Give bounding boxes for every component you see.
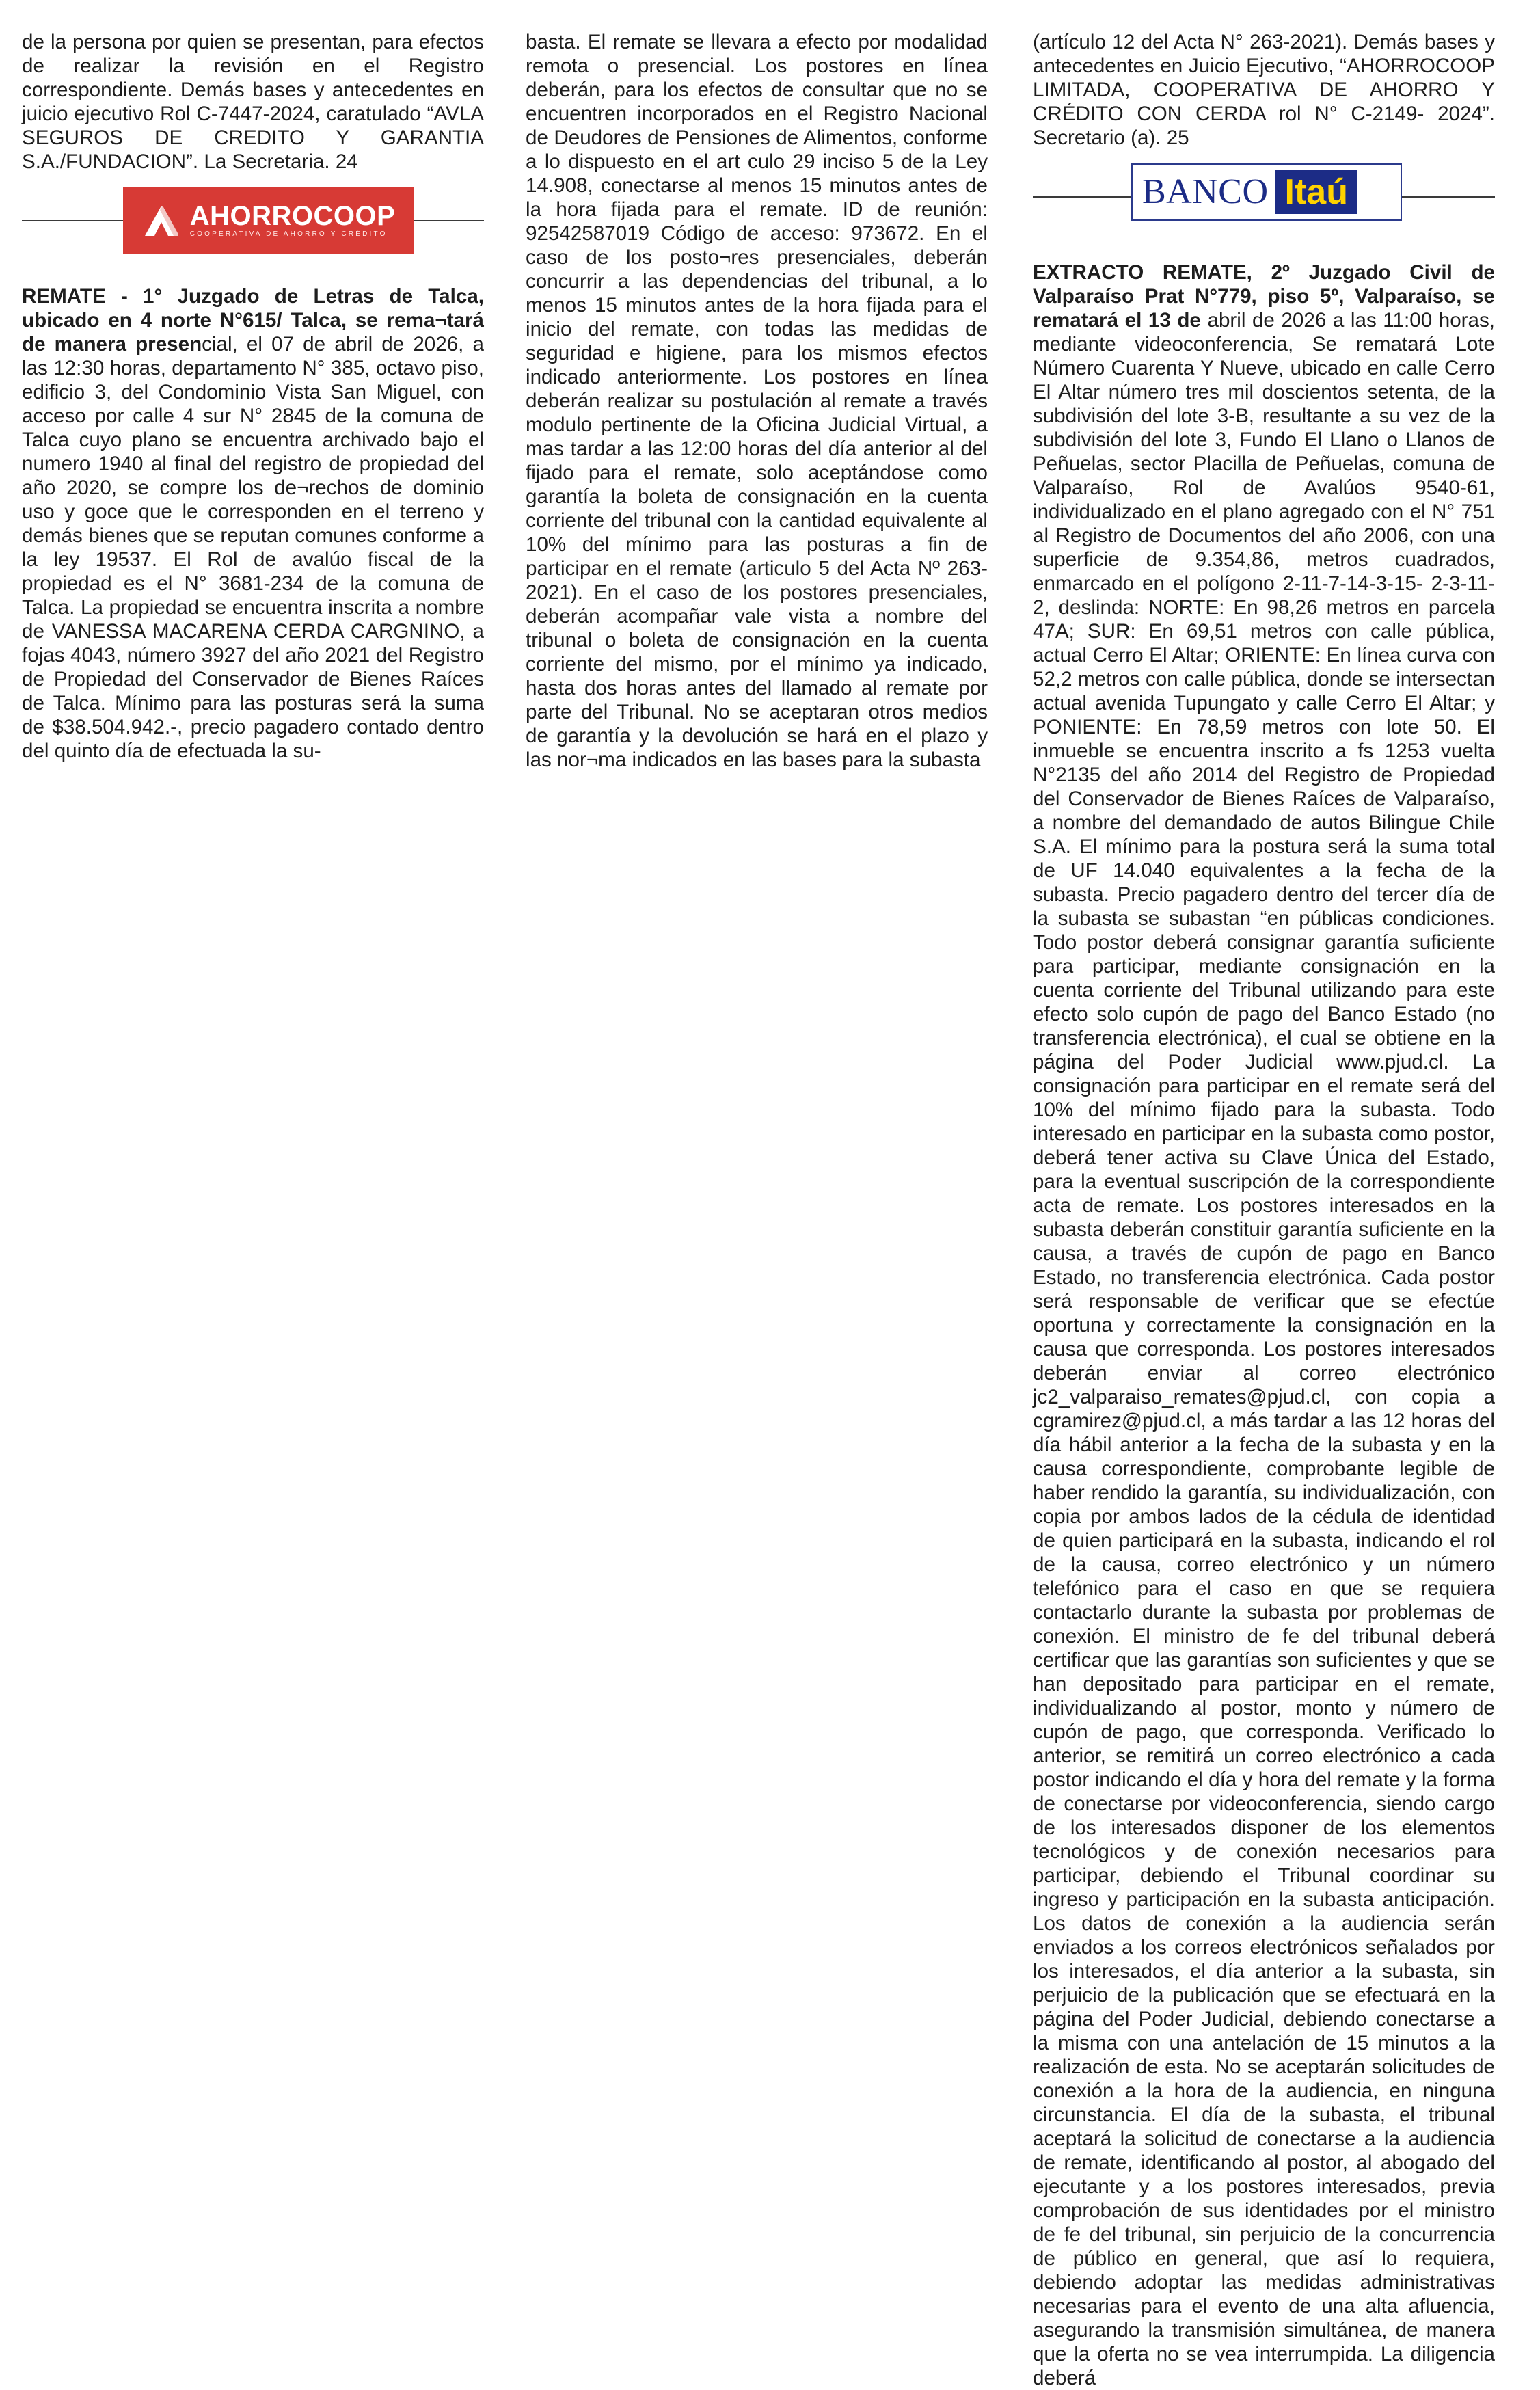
remate-talca-notice <box>22 284 484 763</box>
itau-logo-divider <box>1033 154 1495 236</box>
extracto-remate-notice <box>1033 260 1495 2390</box>
column-1 <box>22 30 484 763</box>
itau-brand-label: Itaú <box>1284 172 1348 212</box>
ahorrocoop-name: AHORROCOOP <box>189 201 396 231</box>
ahorrocoop-tagline: COOPERATIVA DE AHORRO Y CRÉDITO <box>189 230 388 238</box>
itau-banco-label: BANCO <box>1142 172 1269 211</box>
ahorrocoop-mark-icon <box>142 202 180 240</box>
remate-talca-heading: REMATE - 1° Juzgado de Letras de Talca, ubicado en 4 norte N°615/ Talca, se rema¬tará de manera presen <box>22 285 484 355</box>
column-3 <box>1033 30 1495 2390</box>
col3-intro-text: (artículo 12 del Acta N° 263-2021). Demás bases y antecedentes en Juicio Ejecutivo, “AHORROCOOP LIMITADA, COOPERATIVA DE AHORRO Y CRÉDITO CON CERDA rol N° C-2149- 2024”. Secretario (a). 25 <box>1033 31 1495 149</box>
col1-intro-text: de la persona por quien se presentan, para efectos de realizar la revisión en el Registro correspondiente. Demás bases y antecedentes en juicio ejecutivo Rol C-7447-2024, caratulado “AVLA SEGUROS DE CREDITO Y GARANTIA S.A./FUNDACION”. La Secretaria. 24 <box>22 31 484 173</box>
ahorrocoop-logo <box>123 187 414 254</box>
column-2 <box>526 30 988 772</box>
itau-brand-box <box>1275 170 1357 214</box>
col2-body-text: basta. El remate se llevara a efecto por modalidad remota o presencial. Los postores en línea deberán, para los efectos de consultar que no se encuentren incorporados en el Registro Nacional de Deudores de Pensiones de Alimentos, conforme a lo dispuesto en el art culo 29 inciso 5 de la Ley 14.908, conectarse al menos 15 minutos antes de la hora fijada para el remate. ID de reunión: 92542587019 Código de acceso: 973672. En el caso de los posto¬res presenciales, deberán concurrir a las dependencias del tribunal, a lo menos 15 minutos antes de la hora fijada para el inicio del remate, con todas las medidas de seguridad e higiene, para los mismos efectos indicado anteriormente. Los postores en línea deberán realizar su postulación al remate a través modulo pertinente de la Oficina Judicial Virtual, a mas tardar a las 12:00 horas del día anterior al del fijado para el remate, solo aceptándose como garantía la boleta de consignación en la cuenta corriente del tribunal con la cantidad equivalente al 10% del mínimo para las posturas a fin de participar en el remate (articulo 5 del Acta Nº 263- 2021). En el caso de los postores presenciales, deberán acompañar vale vista a nombre del tribunal o boleta de consignación en la cuenta corriente del mismo, por el mínimo ya indicado, hasta dos horas antes del llamado al remate por parte del Tribunal. No se aceptaran otros medios de garantía y la devolución se hará en el plazo y las nor¬ma indicados en las bases para la subasta <box>526 31 988 771</box>
banco-itau-logo <box>1131 163 1402 221</box>
extracto-remate-body: abril de 2026 a las 11:00 horas, mediante videoconferencia, Se rematará Lote Número Cuarenta Y Nueve, ubicado en calle Cerro El Altar número tres mil doscientos setenta, de la subdivisión del lote 3-B, resultante a su vez de la subdivisión del lote 3, Fundo El Llano o Llanos de Peñuelas, sector Placilla de Peñuelas, comuna de Valparaíso, Rol de Avalúos 9540-61, individualizado en el plano agregado con el N° 751 al Registro de Documentos del año 2006, con una superficie de 9.354,86, metros cuadrados, enmarcado en el polígono 2-11-7-14-3-15- 2-3-11-2, deslinda: NORTE: En 98,26 metros en parcela 47A; SUR: En 69,51 metros con calle pública, actual Cerro El Altar; ORIENTE: En línea curva con 52,2 metros con calle pública, donde se intersectan actual avenida Tupungato y calle Cerro El Altar; y PONIENTE: En 78,59 metros con lote 50. El inmueble se encuentra inscrito a fs 1253 vuelta N°2135 del año 2014 del Registro de Propiedad del Conservador de Bienes Raíces de Valparaíso, a nombre del demandado de autos Bilingue Chile S.A. El mínimo para la postura será la suma total de UF 14.040 equivalentes a la fecha de la subasta. Precio pagadero dentro del tercer día de la subasta se subastan “en públicas condiciones. Todo postor deberá consignar garantía suficiente para participar, mediante consignación en la cuenta corriente del Tribunal utilizando para este efecto solo cupón de pago del Banco Estado (no transferencia electrónica), el cual se obtiene en la página del Poder Judicial www.pjud.cl. La consignación para participar en el remate será del 10% del mínimo fijado para la subasta. Todo interesado en participar en la subasta como postor, deberá tener activa su Clave Única del Estado, para la eventual suscripción de la correspondiente acta de remate. Los postores interesados en la subasta deberán constituir garantía suficiente en la causa, a través de cupón de pago en Banco Estado, no transferencia electrónica. Cada postor será responsable de verificar que se efectúe oportuna y correctamente la consignación en la causa que corresponda. Los postores interesados deberán enviar al correo electrónico jc2_valparaiso_remates@pjud.cl, con copia a cgramirez@pjud.cl, a más tardar a las 12 horas del día hábil anterior a la fecha de la subasta y en la causa correspondiente, comprobante legible de haber rendido la garantía, su individualización, con copia por ambos lados de la cédula de identidad de quien participará en la subasta, indicando el rol de la causa, correo electrónico y un número telefónico para el caso en que se requiera contactarlo durante la subasta por problemas de conexión. El ministro de fe del tribunal deberá certificar que las garantías son suficientes y que se han depositado para participar en el remate, individualizando al postor, monto y número de cupón de pago, que corresponda. Verificado lo anterior, se remitirá un correo electrónico a cada postor indicando el día y hora del remate y la forma de conectarse por videoconferencia, siendo cargo de los interesados disponer de los elementos tecnológicos y de conexión necesarios para participar, debiendo el Tribunal coordinar su ingreso y participación en la subasta anticipación. Los datos de conexión a la audiencia serán enviados a los correos electrónicos señalados por los interesados, el día anterior a la subasta, sin perjuicio de la publicación que se efectuará en la página del Poder Judicial, debiendo conectarse a la misma con una antelación de 15 minutos a la realización de esta. No se aceptarán solicitudes de conexión a la hora de la audiencia, en ninguna circunstancia. El día de la subasta, el tribunal aceptará la solicitud de conectarse a la audiencia de remate, identificando al postor, al abogado del ejecutante y a los postores interesados, previa comprobación de sus identidades por el ministro de fe del tribunal, sin perjuicio de la concurrencia de público en general, que así lo requiera, debiendo adoptar las medidas administrativas necesarias para el evento de una alta afluencia, asegurando la transmisión simultánea, de manera que la oferta no se vea interrumpida. La diligencia deberá <box>1033 309 1495 2389</box>
remate-talca-body: cial, el 07 de abril de 2026, a las 12:30 horas, departamento N° 385, octavo piso, edificio 3, del Condominio Vista San Miguel, con acceso por calle 4 sur N° 2845 de la comuna de Talca cuyo plano se encuentra archivado bajo el numero 1940 al final del registro de propiedad del año 2020, se compre los de¬rechos de dominio uso y goce que le corresponden en el terreno y demás bienes que se reputan comunes conforme a la ley 19537. El Rol de avalúo fiscal de la propiedad es el N° 3681-234 de la comuna de Talca. La propiedad se encuentra inscrita a nombre de VANESSA MACARENA CERDA CARGNINO, a fojas 4043, número 3927 del año 2021 del Registro de Propiedad del Conservador de Bienes Raíces de Talca. Mínimo para las posturas será la suma de $38.504.942.-, precio pagadero contado dentro del quinto día de efectuada la su- <box>22 333 485 762</box>
ahorrocoop-logo-divider <box>22 178 484 260</box>
extracto-remate-heading: EXTRACTO REMATE, 2º Juzgado Civil de Valparaíso Prat N°779, piso 5º, Valparaíso, se rematará el 13 de <box>1033 261 1495 332</box>
